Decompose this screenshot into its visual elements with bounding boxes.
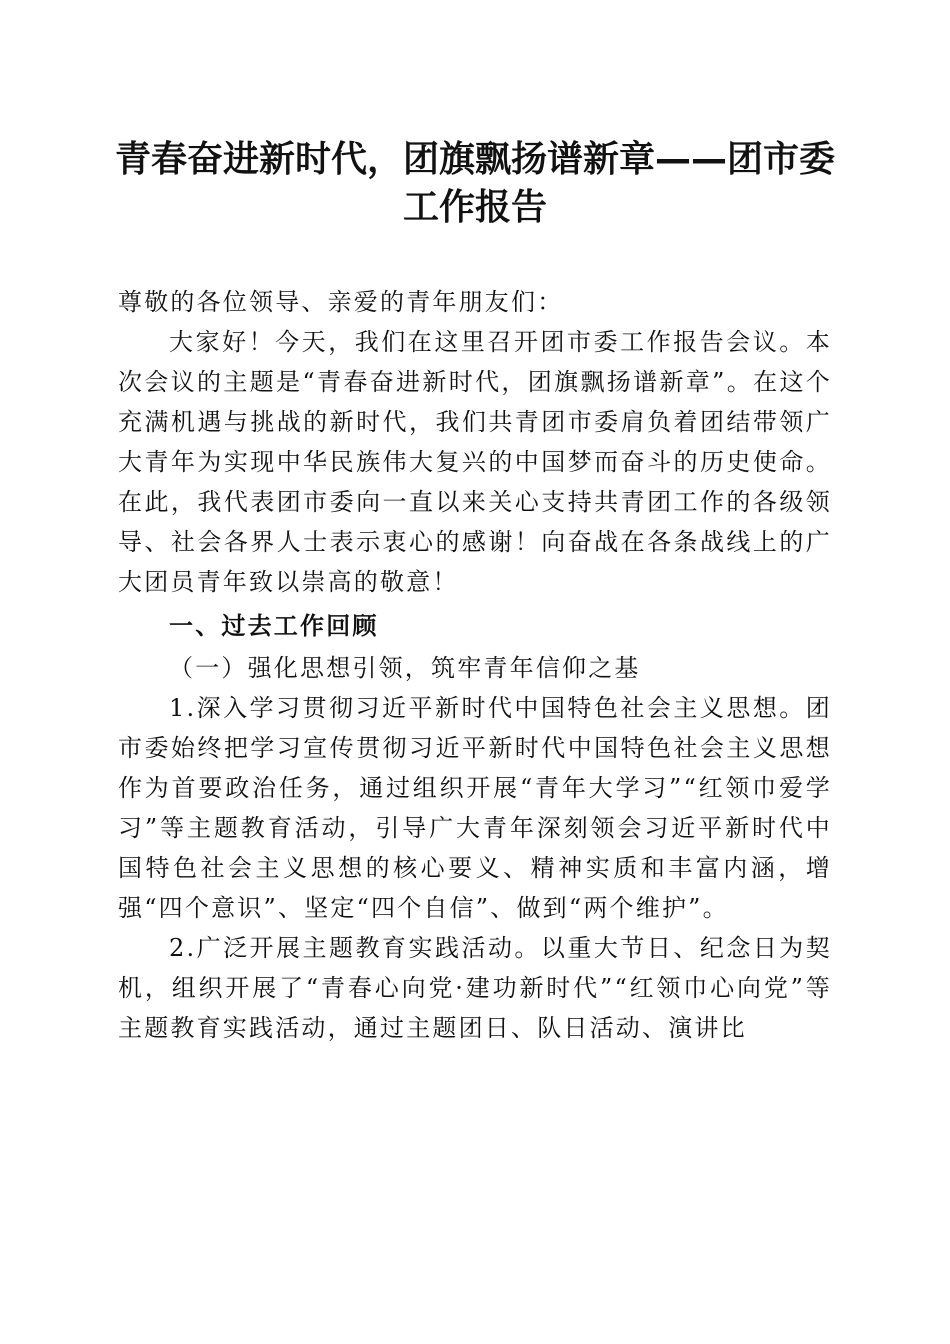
paragraph-item-2: 2.广泛开展主题教育实践活动。以重大节日、纪念日为契机，组织开展了“青春心向党·建功新时代”“红领巾心向党”等主题教育实践活动，通过主题团日、队日活动、演讲比 (118, 934, 832, 1042)
title-line-1: 青春奋进新时代，团旗飘扬谱新章——团市委 (114, 139, 835, 180)
intro-paragraph: 大家好！今天，我们在这里召开团市委工作报告会议。本次会议的主题是“青春奋进新时代，团旗飘扬谱新章”。在这个充满机遇与挑战的新时代，我们共青团市委肩负着团结带领广大青年为实现中华民族伟大复兴的中国梦而奋斗的历史使命。在此，我代表团市委向一直以来关心支持共青团工作的各级领导、社会各界人士表示衷心的感谢！向奋战在各条战线上的广大团员青年致以崇高的敬意！ (118, 328, 832, 596)
salutation: 尊敬的各位领导、亲爱的青年朋友们： (118, 288, 564, 316)
paragraph-item-1: 1.深入学习贯彻习近平新时代中国特色社会主义思想。团市委始终把学习宣传贯彻习近平新时代中国特色社会主义思想作为首要政治任务，通过组织开展“青年大学习”“红领巾爱学习”等主题教育活动，引导广大青年深刻领会习近平新时代中国特色社会主义思想的核心要义、精神实质和丰富内涵，增强“四个意识”、坚定“四个自信”、做到“两个维护”。 (118, 694, 832, 922)
document-title (110, 136, 840, 232)
subsection-heading: （一）强化思想引领，筑牢青年信仰之基 (169, 654, 641, 682)
document-body (118, 282, 832, 1048)
section-heading: 一、过去工作回顾 (169, 612, 379, 640)
title-line-2: 工作报告 (402, 187, 547, 228)
